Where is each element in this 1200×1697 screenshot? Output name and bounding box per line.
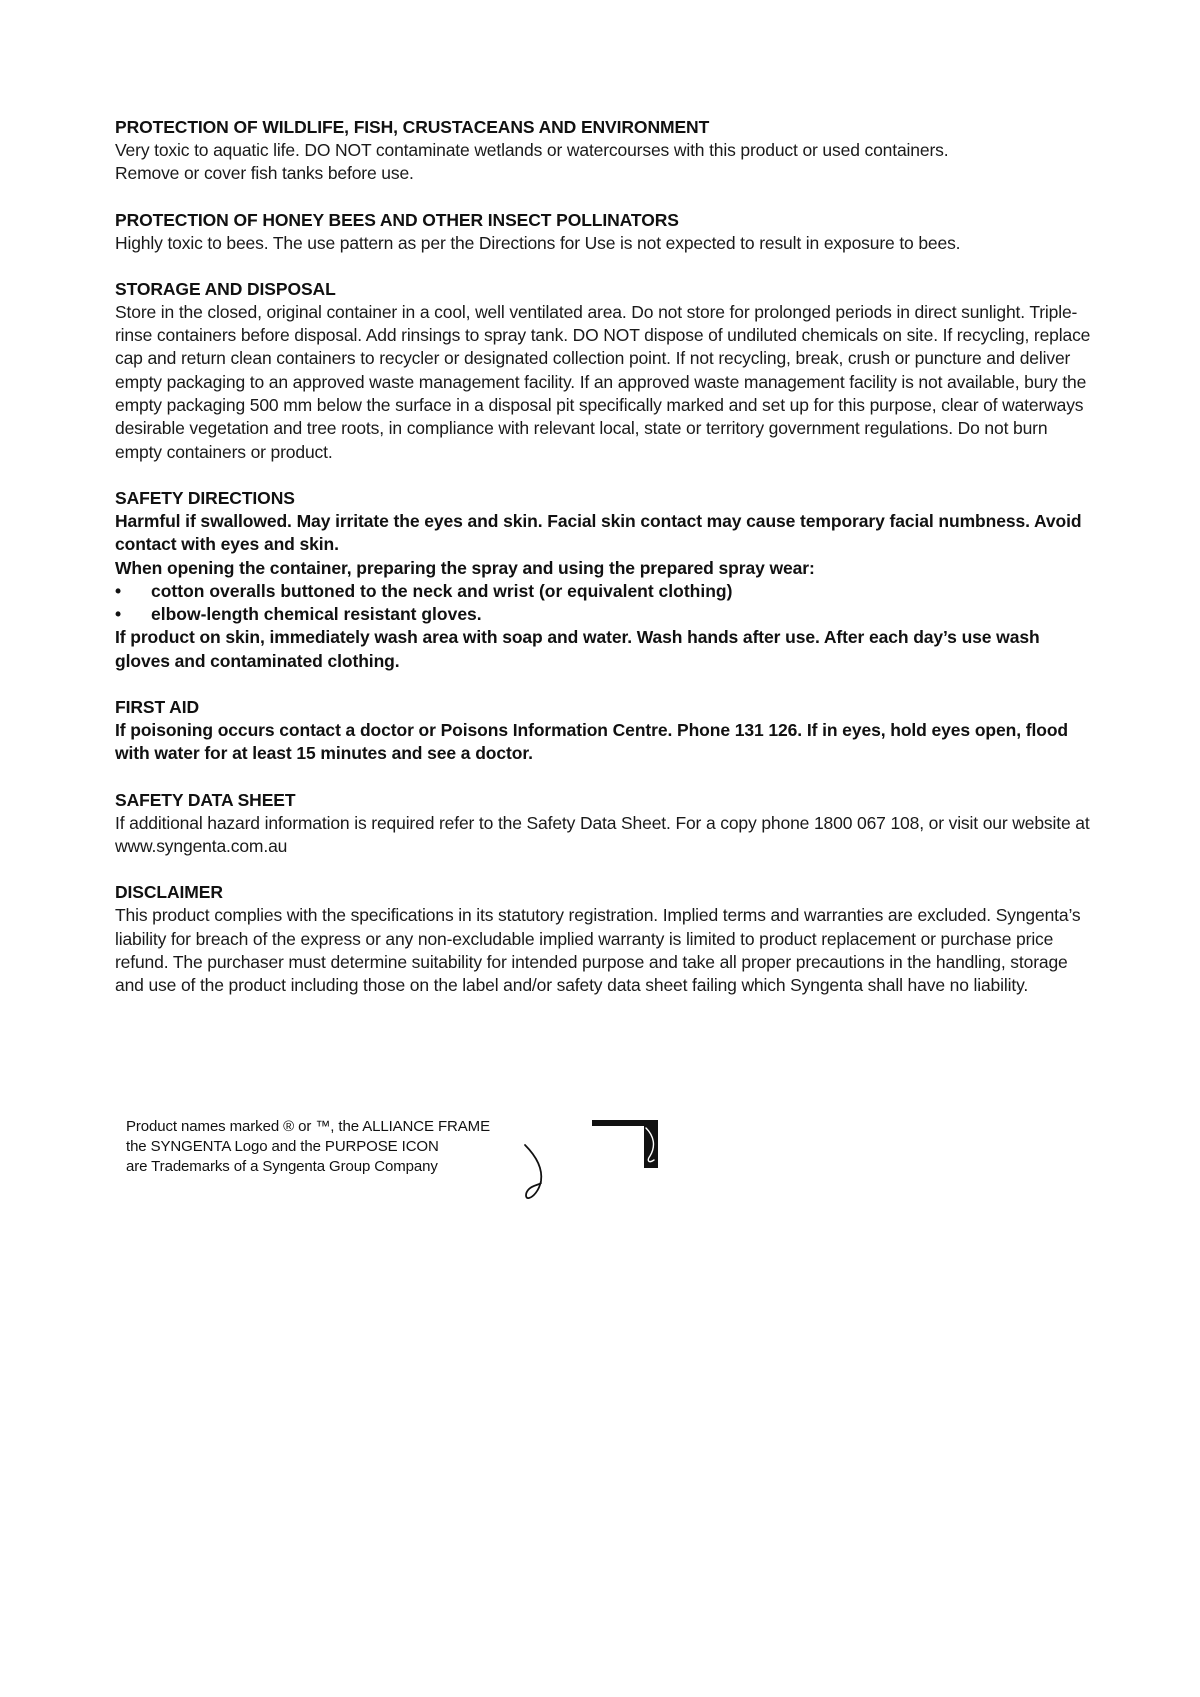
section-first-aid [115, 696, 1095, 766]
bullet-icon: • [115, 604, 122, 625]
safety-outro: If product on skin, immediately wash area with soap and water. Wash hands after use. After each day’s use wash gloves and contaminated clothing. [115, 627, 1040, 671]
label-document [115, 116, 1095, 1020]
section-heading: PROTECTION OF HONEY BEES AND OTHER INSECT POLLINATORS [115, 209, 679, 230]
section-paragraph: If additional hazard information is required refer to the Safety Data Sheet. For a copy phone 1800 067 108, or visit our website at www.syngenta.com.au [115, 812, 1090, 856]
section-paragraph: Remove or cover fish tanks before use. [115, 163, 414, 184]
ppe-item-text: elbow-length chemical resistant gloves. [151, 604, 482, 625]
section-heading: DISCLAIMER [115, 882, 223, 903]
section-heading: SAFETY DIRECTIONS [115, 487, 295, 508]
section-paragraph: If poisoning occurs contact a doctor or Poisons Information Centre. Phone 131 126. If in eyes, hold eyes open, flood with water for at least 15 minutes and see a doctor. [115, 720, 1069, 764]
section-paragraph: Highly toxic to bees. The use pattern as per the Directions for Use is not expected to result in exposure to bees. [115, 232, 961, 253]
ppe-list-item [115, 603, 1095, 626]
section-heading: PROTECTION OF WILDLIFE, FISH, CRUSTACEANS AND ENVIRONMENT [115, 117, 710, 137]
section-paragraph: Store in the closed, original container in a cool, well ventilated area. Do not store for prolonged periods in direct sunlight. Triple-rinse containers before disposal. Add rinsings to spray tank. DO NOT dispose of undiluted chemicals on site. If recycling, replace cap and return clean containers to recycler or designated collection point. If not recycling, break, crush or puncture and deliver empty packaging to an approved waste management facility. If an approved waste management facility is not available, bury the empty packaging 500 mm below the surface in a disposal pit specifically marked and set up for this purpose, clear of waterways desirable vegetation and tree roots, in compliance with relevant local, state or territory government regulations. Do not burn empty containers or product. [115, 301, 1091, 462]
section-paragraph: Very toxic to aquatic life. DO NOT contaminate wetlands or watercourses with this product or used containers. [115, 140, 949, 160]
ppe-item-text: cotton overalls buttoned to the neck and wrist (or equivalent clothing) [151, 580, 733, 601]
section-bee-protection [115, 209, 1095, 255]
section-heading: FIRST AID [115, 697, 200, 718]
section-safety-directions [115, 487, 1095, 673]
safety-intro: Harmful if swallowed. May irritate the eyes and skin. Facial skin contact may cause temporary facial numbness. Avoid contact with eyes and skin. [115, 510, 1082, 555]
ppe-list-item [115, 580, 1095, 603]
bullet-icon: • [115, 580, 122, 601]
section-heading: STORAGE AND DISPOSAL [115, 278, 336, 299]
purpose-icon [521, 1143, 551, 1201]
ppe-list [115, 580, 1095, 627]
trademark-line: Product names marked ® or ™, the ALLIANCE FRAME [126, 1118, 490, 1135]
safety-ppe-lead: When opening the container, preparing the spray and using the prepared spray wear: [115, 557, 815, 578]
section-storage-disposal [115, 278, 1095, 464]
section-wildlife-protection [115, 116, 1095, 186]
trademark-notice [126, 1117, 666, 1197]
section-disclaimer [115, 881, 1095, 997]
section-paragraph: This product complies with the specifications in its statutory registration. Implied terms and warranties are excluded. Syngenta’s liability for breach of the express or any non-excludable implied warranty is limited to product replacement or purchase price refund. The purchaser must determine suitability for intended purpose and take all proper precautions in the handling, storage and use of the product including those on the label and/or safety data sheet failing which Syngenta shall have no liability. [115, 905, 1081, 996]
section-safety-data-sheet [115, 789, 1095, 859]
trademark-line: are Trademarks of a Syngenta Group Company [126, 1158, 438, 1175]
section-heading: SAFETY DATA SHEET [115, 789, 296, 810]
trademark-line: the SYNGENTA Logo and the PURPOSE ICON [126, 1138, 439, 1155]
alliance-frame-icon [592, 1120, 658, 1170]
